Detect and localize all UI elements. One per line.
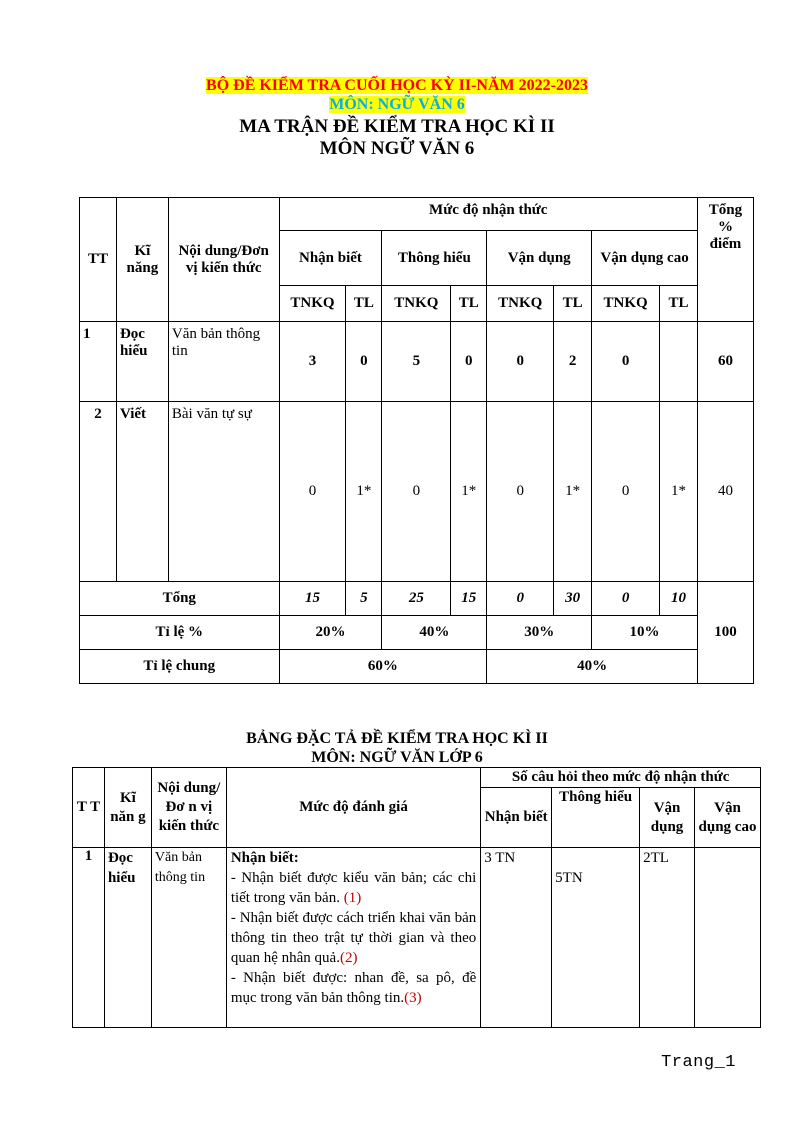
- level-recognize: Nhận biết: [279, 231, 382, 286]
- sum-label: Tổng: [80, 582, 280, 616]
- spec-row-content: Văn bản thông tin: [151, 848, 226, 1028]
- spec-header-eval: Mức độ đánh giá: [226, 768, 480, 848]
- cell: 0: [487, 402, 554, 582]
- cell: 2: [554, 322, 592, 402]
- page-number: Trang_1: [661, 1053, 736, 1072]
- ratio-cell: 10%: [592, 616, 698, 650]
- sub-header: TNKQ: [487, 286, 554, 322]
- common-cell: 40%: [487, 650, 698, 684]
- header-content: Nội dung/Đơn vị kiến thức: [168, 198, 279, 322]
- cell: 0: [451, 322, 487, 402]
- level-apply: Vận dụng: [487, 231, 592, 286]
- spec-count-apply-high: [695, 848, 761, 1028]
- row-total: 60: [697, 322, 753, 402]
- sub-header: TNKQ: [382, 286, 451, 322]
- sum-cell: 15: [451, 582, 487, 616]
- cell: 0: [346, 322, 382, 402]
- row-skill: Đọc hiểu: [116, 322, 168, 402]
- sub-header: TL: [451, 286, 487, 322]
- cell: 1*: [554, 402, 592, 582]
- grand-total: 100: [697, 582, 753, 684]
- exam-set-title: BỘ ĐỀ KIỂM TRA CUỐI HỌC KỲ II-NĂM 2022-2023: [206, 77, 588, 94]
- common-cell: 60%: [279, 650, 487, 684]
- spec-count-apply: 2TL: [640, 848, 695, 1028]
- sum-cell: 0: [592, 582, 660, 616]
- ratio-cell: 30%: [487, 616, 592, 650]
- row-content: Bài văn tự sự: [168, 402, 279, 582]
- spec-row-skill: Đọc hiểu: [104, 848, 151, 1028]
- row-tt: 2: [80, 402, 117, 582]
- eval-heading: Nhận biết:: [230, 850, 299, 866]
- row-skill: Viết: [116, 402, 168, 582]
- spec-subtitle: MÔN: NGỮ VĂN LỚP 6: [311, 749, 483, 766]
- cell: [660, 322, 698, 402]
- row-tt: 1: [80, 322, 117, 402]
- matrix-table: [79, 197, 754, 684]
- spec-header-tt: T T: [73, 768, 105, 848]
- sub-header: TL: [346, 286, 382, 322]
- spec-level: Thông hiểu: [552, 788, 640, 848]
- spec-level: Vận dụng cao: [695, 788, 761, 848]
- sum-cell: 30: [554, 582, 592, 616]
- sum-cell: 5: [346, 582, 382, 616]
- sum-cell: 10: [660, 582, 698, 616]
- sub-header: TL: [660, 286, 698, 322]
- cell: 0: [592, 322, 660, 402]
- ratio-cell: 40%: [382, 616, 487, 650]
- table-row: [80, 402, 754, 582]
- cell: 1*: [660, 402, 698, 582]
- matrix-title: MA TRẬN ĐỀ KIỂM TRA HỌC KÌ II: [239, 116, 555, 137]
- row-total: 40: [697, 402, 753, 582]
- spec-row: [73, 848, 761, 1028]
- cell: 3: [279, 322, 346, 402]
- header-tt: TT: [80, 198, 117, 322]
- sum-cell: 15: [279, 582, 346, 616]
- cell: 1*: [451, 402, 487, 582]
- table-row: [80, 322, 754, 402]
- cell: 0: [592, 402, 660, 582]
- spec-row-tt: 1: [73, 848, 105, 1028]
- spec-row-eval: [226, 848, 480, 1028]
- matrix-subtitle: MÔN NGỮ VĂN 6: [319, 138, 475, 159]
- sum-cell: 25: [382, 582, 451, 616]
- sub-header: TNKQ: [279, 286, 346, 322]
- header-level: Mức độ nhận thức: [279, 198, 697, 231]
- eval-item: - Nhận biết được: nhan đề, sa pô, đề mục trong văn bản thông tin.(3): [230, 970, 477, 1006]
- cell: 0: [487, 322, 554, 402]
- spec-table: [72, 767, 761, 1028]
- row-content: Văn bản thông tin: [168, 322, 279, 402]
- cell: 0: [279, 402, 346, 582]
- header-total: Tổng % điểm: [697, 198, 753, 322]
- header-skill: Kĩ năng: [116, 198, 168, 322]
- cell: 0: [382, 402, 451, 582]
- spec-count-recognize: 3 TN: [481, 848, 552, 1028]
- ratio-label: Tỉ lệ %: [80, 616, 280, 650]
- spec-header-skill: Kĩ năn g: [104, 768, 151, 848]
- sub-header: TL: [554, 286, 592, 322]
- spec-count-understand: 5TN: [552, 848, 640, 1028]
- spec-level: Vận dụng: [640, 788, 695, 848]
- level-apply-high: Vận dụng cao: [592, 231, 698, 286]
- sum-row: [80, 582, 754, 616]
- eval-item: - Nhận biết được kiểu văn bản; các chi tiết trong văn bản. (1): [230, 870, 477, 906]
- common-label: Tỉ lệ chung: [80, 650, 280, 684]
- ratio-cell: 20%: [279, 616, 382, 650]
- sub-header: TNKQ: [592, 286, 660, 322]
- level-understand: Thông hiểu: [382, 231, 487, 286]
- spec-header-count: Số câu hỏi theo mức độ nhận thức: [481, 768, 761, 788]
- ratio-row: [80, 616, 754, 650]
- spec-title: BẢNG ĐẶC TẢ ĐỀ KIỂM TRA HỌC KÌ II: [246, 730, 548, 747]
- sum-cell: 0: [487, 582, 554, 616]
- spec-header-content: Nội dung/Đơ n vị kiến thức: [151, 768, 226, 848]
- cell: 5: [382, 322, 451, 402]
- eval-item: - Nhận biết được cách triển khai văn bản thông tin theo trật tự thời gian và theo quan hệ nhân quả.(2): [230, 910, 477, 966]
- subject-line: MÔN: NGỮ VĂN 6: [329, 96, 465, 113]
- common-row: [80, 650, 754, 684]
- cell: 1*: [346, 402, 382, 582]
- spec-level: Nhận biết: [481, 788, 552, 848]
